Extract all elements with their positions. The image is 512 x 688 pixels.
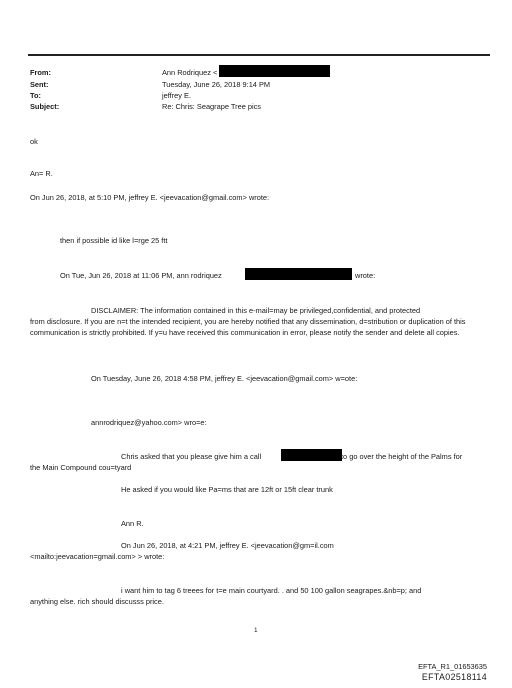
signature-1: An= R. xyxy=(30,169,53,178)
quote-yahoo: annrodriquez@yahoo.com> wro=e: xyxy=(91,418,207,427)
quote-header-1: On Jun 26, 2018, at 5:10 PM, jeffrey E. <jeevacation@gmail.com> wrote: xyxy=(30,193,270,202)
quote-header-2: On Tue, Jun 26, 2018 at 11:06 PM, ann rodriquez xyxy=(60,271,222,280)
subject-value: Re: Chris: Seagrape Tree pics xyxy=(162,102,261,111)
bates-number-large: EFTA02518114 xyxy=(421,672,487,682)
quote-header-3: On Tuesday, June 26, 2018 4:58 PM, jeffrey E. <jeevacation@gmail.com> w=ote: xyxy=(91,374,358,383)
redaction-box xyxy=(281,449,342,461)
to-label: To: xyxy=(30,91,41,100)
chris-line-c: the Main Compound cou=tyard xyxy=(30,463,132,472)
tag-line-b: anything else. rich should discusss price. xyxy=(30,597,164,606)
from-label: From: xyxy=(30,68,51,77)
to-value: jeffrey E. xyxy=(162,91,192,100)
mailto-line: <mailto:jeevacation=gmail.com> > wrote: xyxy=(30,552,165,561)
disclaimer-text: from disclosure. If you are n=t the intended recipient, you are hereby notified that any dissemination, d=stribution or duplication of this communication is strictly prohibited. If y=u have received this communication in error, please notify the sender and delete all copies. xyxy=(30,317,466,337)
body-possible: then if possible id like l=rge 25 ftt xyxy=(60,236,168,245)
chris-line-b: to go over the height of the Palms for xyxy=(341,452,463,461)
redaction-box xyxy=(245,268,352,280)
signature-2: Ann R. xyxy=(121,519,144,528)
subject-label: Subject: xyxy=(30,102,60,111)
palms-line: He asked if you would like Pa=ms that are 12ft or 15ft clear trunk xyxy=(121,485,333,494)
bates-number-small: EFTA_R1_01653635 xyxy=(418,662,487,671)
quote-header-2-wrote: wrote: xyxy=(355,271,376,280)
redaction-box xyxy=(219,65,330,77)
disclaimer-first-line: DISCLAIMER: The information contained in this e-mail=may be privileged,confidential, and protected xyxy=(91,306,421,315)
header-rule xyxy=(28,54,490,56)
page-number: 1 xyxy=(254,627,258,634)
sent-value: Tuesday, June 26, 2018 9:14 PM xyxy=(162,80,271,89)
quote-header-4: On Jun 26, 2018, at 4:21 PM, jeffrey E. <jeevacation@gm=il.com xyxy=(121,541,334,550)
chris-line-a: Chris asked that you please give him a call xyxy=(121,452,262,461)
sent-label: Sent: xyxy=(30,80,49,89)
body-ok: ok xyxy=(30,137,38,146)
tag-line-a: i want him to tag 6 treees for t=e main courtyard. . and 50 100 gallon seagrapes.&nb=p; and xyxy=(121,586,422,595)
from-value: Ann Rodriquez < xyxy=(162,68,218,77)
